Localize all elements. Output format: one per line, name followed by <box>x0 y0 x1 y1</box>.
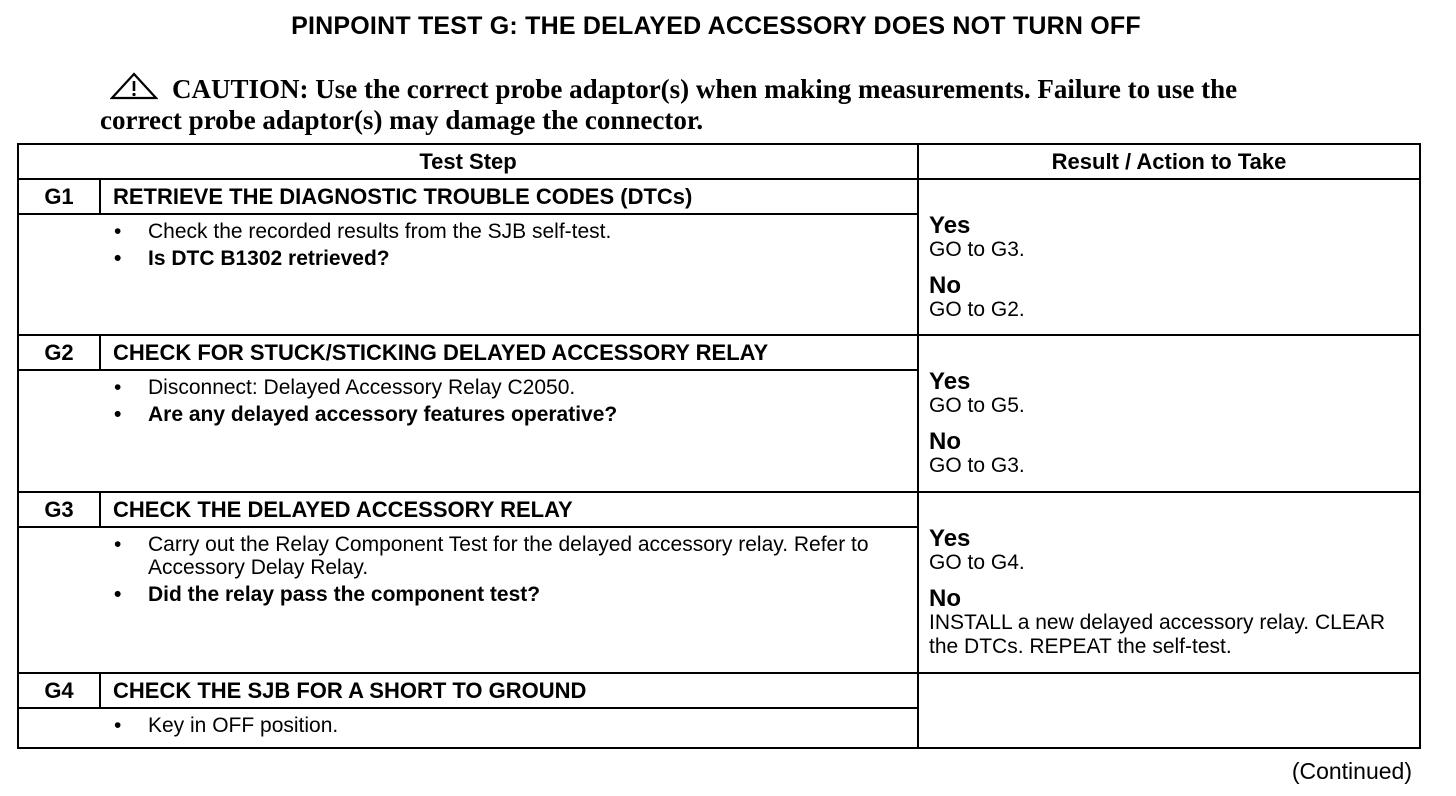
step-heading: CHECK THE SJB FOR A SHORT TO GROUND <box>100 673 918 708</box>
no-label: No <box>929 272 962 299</box>
step-id: G3 <box>18 492 100 527</box>
step-id: G4 <box>18 673 100 708</box>
header-result-action: Result / Action to Take <box>918 144 1420 179</box>
step-heading: CHECK FOR STUCK/STICKING DELAYED ACCESSORY RELAY <box>100 335 918 370</box>
yes-action: GO to G5. <box>929 394 1025 417</box>
step-heading: RETRIEVE THE DIAGNOSTIC TROUBLE CODES (DTCs) <box>100 179 918 214</box>
step-result <box>918 179 1420 335</box>
caution-notice <box>100 72 1320 136</box>
step-heading-row <box>18 335 1420 370</box>
step-body <box>100 708 918 748</box>
yes-label: Yes <box>929 212 971 239</box>
continued-note: (Continued) <box>1291 758 1412 784</box>
header-test-step: Test Step <box>18 144 918 179</box>
table-header-row <box>18 144 1420 179</box>
step-id: G1 <box>18 179 100 214</box>
yes-label: Yes <box>929 368 971 395</box>
caution-text: CAUTION: Use the correct probe adaptor(s) when making measurements. Failure to use the correct probe adaptor(s) may damage the connector. <box>100 74 1238 135</box>
step-heading-row <box>18 673 1420 708</box>
yes-action: GO to G4. <box>929 551 1025 574</box>
step-body <box>100 527 918 673</box>
step-question: • Is DTC B1302 retrieved? <box>112 247 897 270</box>
step-heading: CHECK THE DELAYED ACCESSORY RELAY <box>100 492 918 527</box>
step-question: • Are any delayed accessory features operative? <box>112 403 897 426</box>
no-label: No <box>929 585 962 612</box>
no-action: INSTALL a new delayed accessory relay. CLEAR the DTCs. REPEAT the self-test. <box>929 611 1385 658</box>
step-result <box>918 673 1420 748</box>
yes-action: GO to G3. <box>929 238 1025 261</box>
yes-label: Yes <box>929 525 971 552</box>
warning-triangle-icon <box>110 72 158 100</box>
step-body <box>100 370 918 492</box>
step-question: • Did the relay pass the component test? <box>112 583 897 606</box>
step-result <box>918 492 1420 673</box>
step-result <box>918 335 1420 492</box>
step-heading-row <box>18 179 1420 214</box>
step-instruction: • Carry out the Relay Component Test for the delayed accessory relay. Refer to Accessory Delay Relay. <box>112 533 897 579</box>
step-heading-row <box>18 492 1420 527</box>
page-title: PINPOINT TEST G: THE DELAYED ACCESSORY DOES NOT TURN OFF <box>291 12 1141 40</box>
pinpoint-test-table <box>17 143 1421 749</box>
step-instruction: • Key in OFF position. <box>112 714 897 737</box>
step-instruction: • Check the recorded results from the SJB self-test. <box>112 220 897 243</box>
step-instruction: • Disconnect: Delayed Accessory Relay C2050. <box>112 376 897 399</box>
step-body <box>100 214 918 335</box>
no-action: GO to G2. <box>929 298 1025 321</box>
no-label: No <box>929 428 962 455</box>
no-action: GO to G3. <box>929 454 1025 477</box>
step-id: G2 <box>18 335 100 370</box>
